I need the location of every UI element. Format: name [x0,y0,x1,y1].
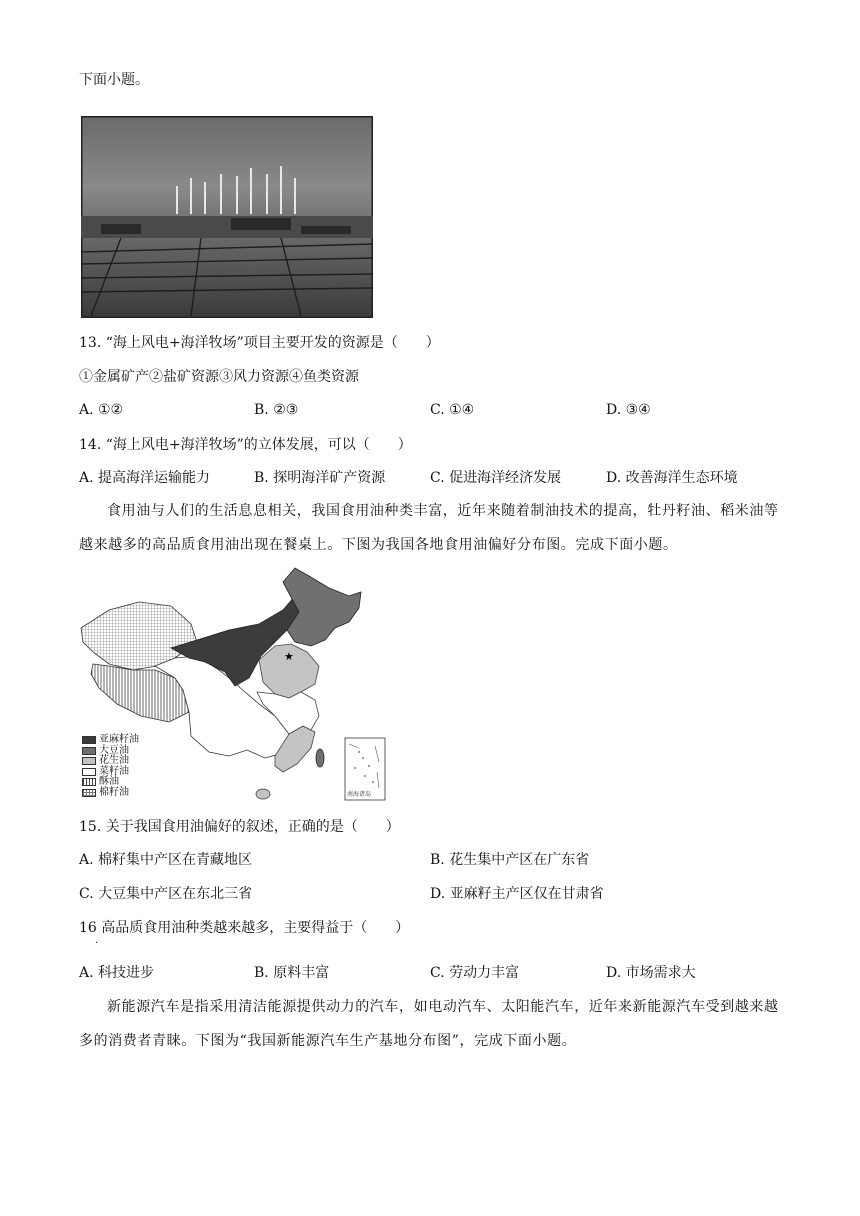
legend-item [82,777,139,788]
legend-swatch-soybean [82,747,96,755]
q16-option-d[interactable]: D. 市场需求大 [606,965,696,981]
legend-label: 酥油 [99,776,119,787]
legend-label: 花生油 [99,755,129,766]
q15-option-c[interactable]: C. 大豆集中产区在东北三省 [79,886,253,902]
legend-label: 亚麻籽油 [99,734,139,745]
svg-text:★: ★ [284,650,294,663]
map-legend [82,735,139,798]
legend-swatch-peanut [82,757,96,765]
q15-option-d[interactable]: D. 亚麻籽主产区仅在甘肃省 [430,886,604,902]
q14-option-b[interactable]: B. 探明海洋矿产资源 [254,470,386,486]
passage-tail: 下面小题。 [79,72,149,88]
q16-option-b[interactable]: B. 原料丰富 [254,965,330,981]
q14-option-a[interactable]: A. 提高海洋运输能力 [79,470,211,486]
q13-items: ①金属矿产②盐矿资源③风力资源④鱼类资源 [79,369,359,385]
legend-label: 菜籽油 [99,765,129,777]
passage-oil: 食用油与人们的生活息息相关，我国食用油种类丰富，近年来随着制油技术的提高，牡丹籽油、稻米油等越来越多的高品质食用油出现在餐桌上。下图为我国各地食用油偏好分布图。完成下面小题。 [79,503,779,553]
inset-label: 南海诸岛 [347,791,372,798]
legend-item [82,788,139,799]
legend-label: 大豆油 [99,744,129,756]
q13-stem: 13. “海上风电+海洋牧场”项目主要开发的资源是（ ） [79,335,440,351]
legend-swatch-ghee [82,778,96,786]
q13-option-c[interactable]: C. ①④ [430,402,475,418]
legend-item [82,756,139,767]
legend-swatch-flaxseed [82,736,96,744]
q13-option-a[interactable]: A. ①② [79,402,124,418]
q16-stem: 16 高品质食用油种类越来越多，主要得益于（ ） [79,920,410,936]
legend-item [82,735,139,746]
q15-option-b[interactable]: B. 花生集中产区在广东省 [430,852,590,868]
q16-option-c[interactable]: C. 劳动力丰富 [430,965,520,981]
q14-stem: 14. “海上风电+海洋牧场”的立体发展，可以（ ） [79,437,412,453]
wind-farm-photo [81,116,373,318]
legend-label: 棉籽油 [99,786,129,798]
passage-ev: 新能源汽车是指采用清洁能源提供动力的汽车，如电动汽车、太阳能汽车，近年来新能源汽车受到越来越多的消费者青睐。下图为“我国新能源汽车生产基地分布图”，完成下面小题。 [79,999,779,1049]
q14-option-c[interactable]: C. 促进海洋经济发展 [430,470,562,486]
q15-option-a[interactable]: A. 棉籽集中产区在青藏地区 [79,852,253,868]
q15-stem: 15. 关于我国食用油偏好的叙述，正确的是（ ） [79,819,400,835]
q16-option-a[interactable]: A. 科技进步 [79,965,155,981]
legend-swatch-rapeseed [82,768,96,776]
q16-dot-mark: · [95,938,99,949]
q13-option-d[interactable]: D. ③④ [606,402,651,418]
legend-swatch-cottonseed [82,789,96,797]
q13-option-b[interactable]: B. ②③ [254,402,299,418]
q14-option-d[interactable]: D. 改善海洋生态环境 [606,470,738,486]
